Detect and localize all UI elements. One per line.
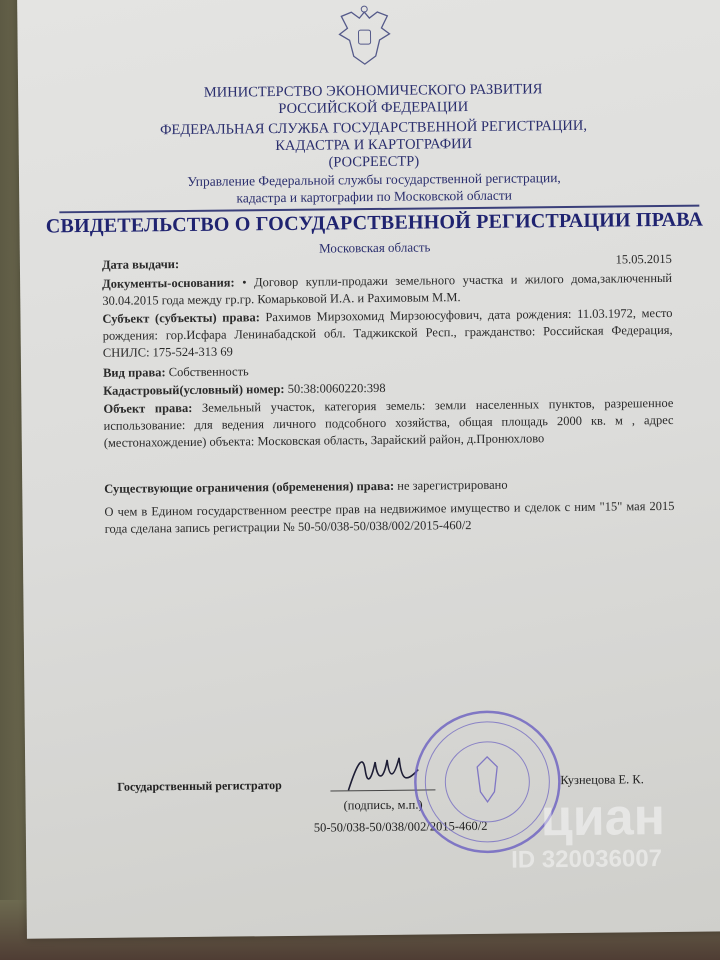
registrar-name: Кузнецова Е. К. [560, 772, 644, 788]
object-label: Объект права: [103, 400, 193, 416]
service-line-3: (РОСРЕЕСТР) [328, 153, 420, 171]
cadastral-number-label: Кадастровый(условный) номер: [103, 381, 285, 398]
registrar-role: Государственный регистратор [117, 778, 282, 794]
subject [102, 305, 673, 362]
right-type-value: Собственность [168, 364, 249, 380]
encumbrances-label: Существующие ограничения (обременения) права: [104, 478, 395, 496]
encumbrances-value: не зарегистрировано [397, 477, 508, 493]
right-type-label: Вид права: [102, 365, 166, 380]
coat-of-arms-emblem [327, 4, 403, 70]
basis-documents-label: Документы-основания: [102, 275, 235, 291]
region: Московская область [318, 239, 431, 256]
subject-label: Субъект (субъекты) права: [102, 310, 260, 326]
cadastral-number-value: 50:38:0060220:398 [287, 380, 386, 396]
object-value: Земельный участок, категория земель: земли населенных пунктов, разрешенное использование: для ведения личного подсобного хозяйства, общая площадь 2000 кв. м , адрес (местонахождение) объекта: Московская область, Зарайский район, д.Пронюхлово [103, 395, 674, 450]
watermark-id: ID 320036007 [511, 845, 663, 874]
service-line-1: ФЕДЕРАЛЬНАЯ СЛУЖБА ГОСУДАРСТВЕННОЙ РЕГИСТРАЦИИ, [159, 117, 588, 139]
office-line-1: Управление Федеральной службы государственной регистрации, [187, 170, 561, 189]
object-of-right [103, 395, 674, 452]
service-line-2: КАДАСТРА И КАРТОГРАФИИ [275, 135, 473, 155]
document-title: СВИДЕТЕЛЬСТВО О ГОСУДАРСТВЕННОЙ РЕГИСТРАЦИИ ПРАВА [45, 208, 704, 238]
ministry-line-1: МИНИСТЕРСТВО ЭКОНОМИЧЕСКОГО РАЗВИТИЯ [203, 81, 543, 101]
office-line-2: кадастра и картографии по Московской области [236, 187, 513, 206]
issue-date-label: Дата выдачи: [101, 257, 180, 272]
basis-documents [102, 270, 672, 310]
watermark-brand: циан [540, 788, 666, 848]
basis-documents-value: • Договор купли-продажи земельного участка и жилого дома,заключенный 30.04.2015 года между гр.гр. Комарьковой И.А. и Рахимовым М.М. [102, 270, 673, 308]
ministry-line-2: РОССИЙСКОЙ ФЕДЕРАЦИИ [278, 99, 469, 118]
signature-record-number: 50-50/038-50/038/002/2015-460/2 [313, 818, 488, 835]
record-statement: О чем в Едином государственном реестре прав на недвижимое имущество и сделок с ним "15" мая 2015 года сделана запись регистрации № 50-50/038-50/038/002/2015-460/2 [104, 498, 675, 536]
subject-value: Рахимов Мирзохомид Мирзоюсуфович, дата рождения: 11.03.1972, место рождения: гор.Исфара Ленинабадской обл. Таджикской Респ., гражданство: Российская Федерация, СНИЛС: 175-524-313 69 [102, 305, 673, 360]
signature-caption: (подпись, м.п.) [343, 797, 423, 813]
issue-date-value: 15.05.2015 [615, 251, 672, 267]
encumbrances [104, 475, 674, 498]
certificate-document [17, 0, 720, 939]
